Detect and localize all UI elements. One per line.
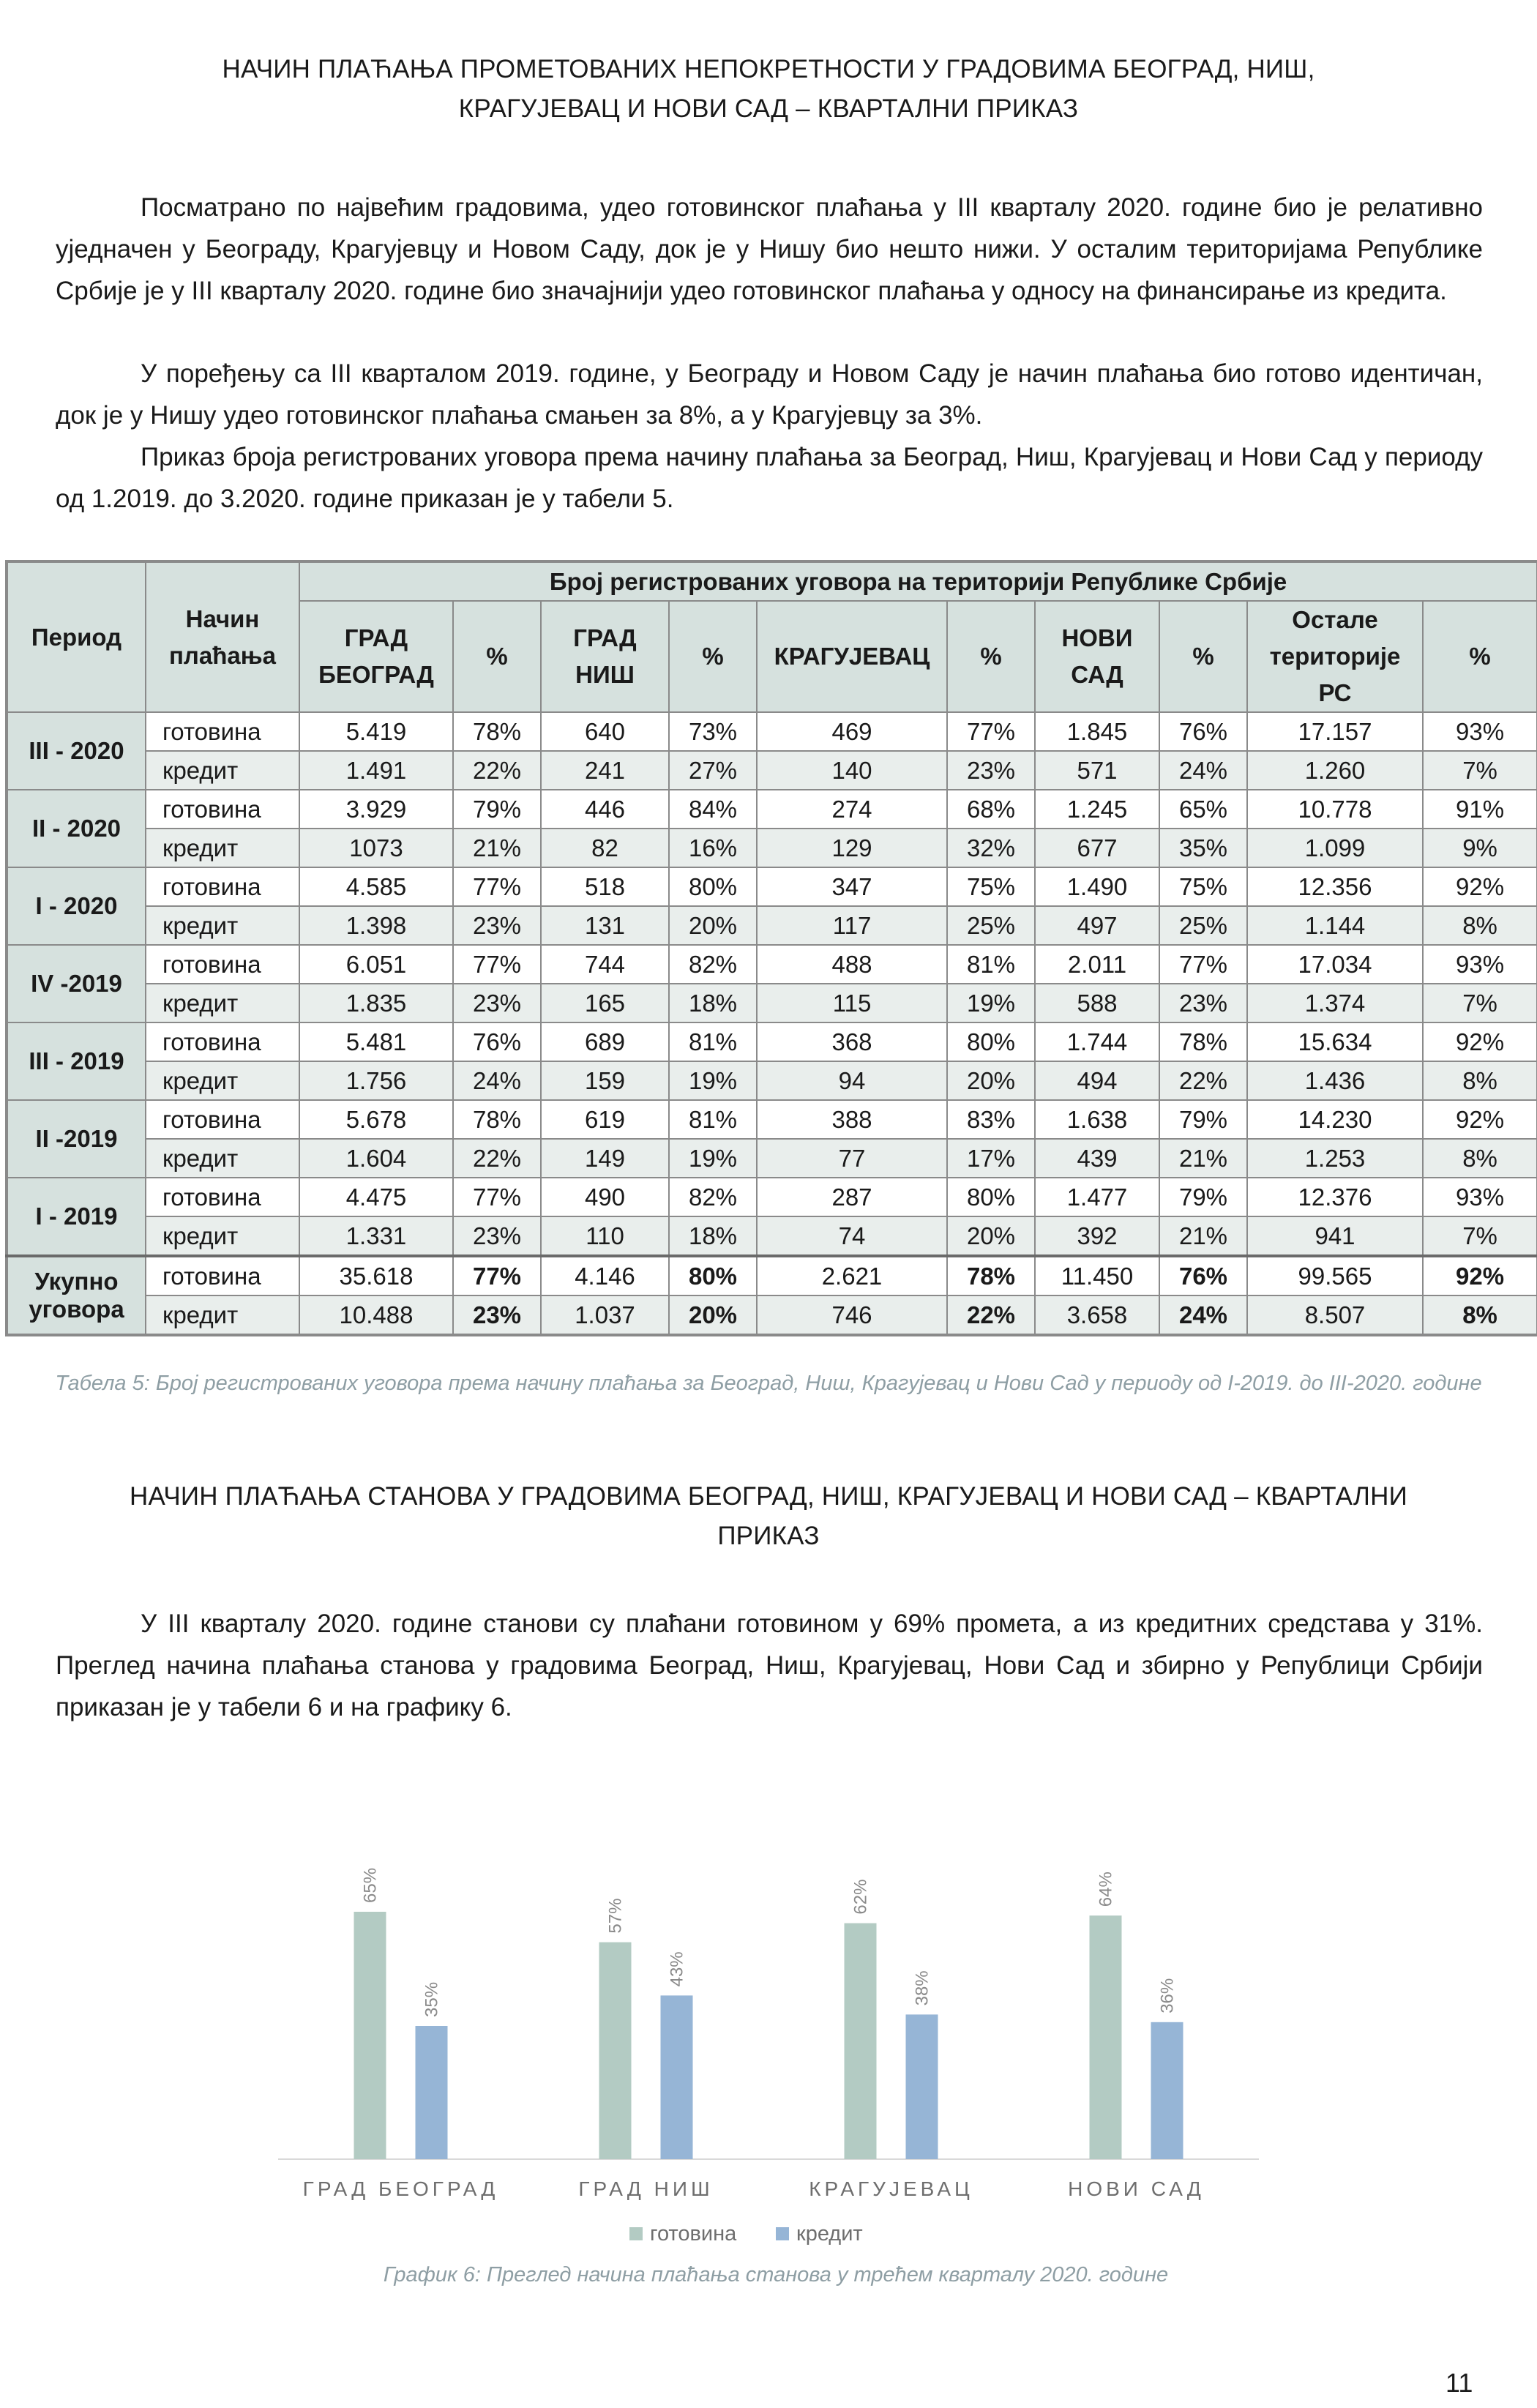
section2-paragraph: У III кварталу 2020. године станови су плаћани готовином у 69% промета, а из кредитних средстава у 31%. Преглед начина плаћања станова у градовима Београд, Ниш, Крагујевац, Нови Сад и збирно у Републици Србији приказан је у табели 6 и на графику 6. [56,1609,1483,1721]
value-cell: 1.144 [1247,906,1423,945]
value-cell: 115 [757,984,947,1022]
payment-chart [278,1757,1259,2254]
value-cell: 16% [669,829,757,867]
value-cell: 77% [947,712,1035,751]
section1-title-line2: КРАГУЈЕВАЦ И НОВИ САД – КВАРТАЛНИ ПРИКАЗ [458,94,1079,123]
value-cell: 77% [453,945,541,984]
value-cell: 77% [453,867,541,906]
value-cell: 1.331 [299,1216,453,1256]
value-cell: 24% [1159,751,1247,790]
table-row [7,945,1537,984]
value-cell: 15.634 [1247,1022,1423,1061]
section2-title-line1: НАЧИН ПЛАЋАЊА СТАНОВА У ГРАДОВИМА БЕОГРАД, НИШ, КРАГУЈЕВАЦ И НОВИ САД – КВАРТАЛНИ [130,1482,1407,1511]
column-header: % [1159,601,1247,712]
value-cell: 392 [1035,1216,1159,1256]
value-cell: 91% [1423,790,1537,829]
table-body [7,712,1537,1335]
method-cell: готовина [146,867,299,906]
value-cell: 92% [1423,1256,1537,1295]
value-cell: 21% [453,829,541,867]
chart-caption: График 6: Преглед начина плаћања станова у трећем кварталу 2020. године [383,2263,1169,2287]
value-cell: 131 [541,906,669,945]
column-header: % [1423,601,1537,712]
value-cell: 117 [757,906,947,945]
value-cell: 388 [757,1100,947,1139]
value-cell: 22% [453,751,541,790]
value-cell: 12.376 [1247,1178,1423,1216]
value-cell: 22% [453,1139,541,1178]
method-cell: кредит [146,1216,299,1256]
value-cell: 746 [757,1295,947,1335]
period-cell: II - 2020 [7,790,146,867]
legend-swatch-кредит [776,2227,789,2240]
value-cell: 497 [1035,906,1159,945]
value-cell: 80% [947,1022,1035,1061]
method-cell: кредит [146,984,299,1022]
page-number: 11 [1446,2368,1473,2398]
method-cell: готовина [146,1178,299,1216]
period-cell: Укупно уговора [7,1256,146,1335]
value-cell: 5.481 [299,1022,453,1061]
value-cell: 677 [1035,829,1159,867]
value-cell: 93% [1423,1178,1537,1216]
value-cell: 17.034 [1247,945,1423,984]
value-cell: 1.398 [299,906,453,945]
value-cell: 11.450 [1035,1256,1159,1295]
table-row [7,1100,1537,1139]
value-cell: 82% [669,1178,757,1216]
value-cell: 20% [669,906,757,945]
category-label: НОВИ САД [1068,2177,1205,2200]
column-header: ГРАД БЕОГРАД [299,601,453,712]
value-cell: 80% [669,867,757,906]
value-cell: 20% [669,1295,757,1335]
table-row [7,1022,1537,1061]
value-cell: 77 [757,1139,947,1178]
value-cell: 129 [757,829,947,867]
value-cell: 76% [1159,1256,1247,1295]
method-cell: готовина [146,712,299,751]
section1-paragraph-3: Приказ броја регистрованих уговора према начину плаћања за Београд, Ниш, Крагујевац и Нови Сад у периоду од 1.2019. до 3.2020. године приказан је у табели 5. [56,443,1483,513]
value-cell: 1.436 [1247,1061,1423,1100]
value-cell: 1.491 [299,751,453,790]
value-cell: 18% [669,984,757,1022]
value-cell: 81% [947,945,1035,984]
section1-paragraph-1: Посматрано по највећим градовима, удео готовинског плаћања у III кварталу 2020. године био је релативно уједначен у Београду, Крагујевцу и Новом Саду, док је у Нишу био нешто нижи. У осталим територијама Републике Србије је у III кварталу 2020. године био значајнији удео готовинског плаћања у односу на финансирање из кредита. [56,193,1483,305]
value-cell: 1.374 [1247,984,1423,1022]
value-cell: 19% [947,984,1035,1022]
value-cell: 82 [541,829,669,867]
method-cell: кредит [146,1139,299,1178]
value-cell: 619 [541,1100,669,1139]
bar-кредит [906,2014,938,2159]
value-cell: 17.157 [1247,712,1423,751]
table-row [7,906,1537,945]
value-cell: 8% [1423,1061,1537,1100]
method-cell: готовина [146,1022,299,1061]
bar-готовина [354,1912,386,2159]
value-cell: 347 [757,867,947,906]
table-row [7,867,1537,906]
period-cell: III - 2019 [7,1022,146,1100]
table-row [7,1139,1537,1178]
bar-data-label: 65% [360,1867,381,1903]
value-cell: 24% [1159,1295,1247,1335]
value-cell: 159 [541,1061,669,1100]
value-cell: 494 [1035,1061,1159,1100]
value-cell: 76% [1159,712,1247,751]
value-cell: 25% [947,906,1035,945]
period-cell: III - 2020 [7,712,146,790]
value-cell: 1.260 [1247,751,1423,790]
value-cell: 77% [453,1178,541,1216]
bar-data-label: 57% [605,1898,626,1934]
column-header: НОВИ САД [1035,601,1159,712]
value-cell: 7% [1423,751,1537,790]
value-cell: 5.419 [299,712,453,751]
value-cell: 1.638 [1035,1100,1159,1139]
header-group: Број регистрованих уговора на територији Републике Србије [299,561,1537,601]
value-cell: 92% [1423,1022,1537,1061]
value-cell: 8% [1423,1295,1537,1335]
value-cell: 140 [757,751,947,790]
value-cell: 99.565 [1247,1256,1423,1295]
value-cell: 8.507 [1247,1295,1423,1335]
value-cell: 27% [669,751,757,790]
bar-data-label: 43% [667,1951,687,1987]
column-header: ГРАД НИШ [541,601,669,712]
value-cell: 21% [1159,1139,1247,1178]
table-row [7,829,1537,867]
value-cell: 274 [757,790,947,829]
table-row [7,1061,1537,1100]
value-cell: 24% [453,1061,541,1100]
payment-table [5,560,1537,1336]
bar-кредит [661,1995,693,2159]
bar-кредит [416,2026,448,2159]
value-cell: 19% [669,1139,757,1178]
value-cell: 2.621 [757,1256,947,1295]
value-cell: 1073 [299,829,453,867]
column-header: % [669,601,757,712]
value-cell: 74 [757,1216,947,1256]
value-cell: 149 [541,1139,669,1178]
value-cell: 241 [541,751,669,790]
value-cell: 77% [453,1256,541,1295]
column-header: КРАГУЈЕВАЦ [757,601,947,712]
value-cell: 92% [1423,867,1537,906]
value-cell: 18% [669,1216,757,1256]
value-cell: 7% [1423,1216,1537,1256]
value-cell: 1.756 [299,1061,453,1100]
value-cell: 6.051 [299,945,453,984]
value-cell: 941 [1247,1216,1423,1256]
method-cell: кредит [146,751,299,790]
value-cell: 10.778 [1247,790,1423,829]
value-cell: 78% [1159,1022,1247,1061]
value-cell: 22% [947,1295,1035,1335]
table-row [7,1216,1537,1256]
value-cell: 81% [669,1100,757,1139]
value-cell: 3.929 [299,790,453,829]
table-row [7,984,1537,1022]
value-cell: 78% [453,1100,541,1139]
value-cell: 21% [1159,1216,1247,1256]
column-header: % [453,601,541,712]
value-cell: 78% [453,712,541,751]
value-cell: 23% [947,751,1035,790]
value-cell: 1.245 [1035,790,1159,829]
bar-data-label: 62% [850,1879,871,1915]
value-cell: 23% [453,984,541,1022]
bar-готовина [1090,1915,1122,2159]
value-cell: 23% [453,1295,541,1335]
category-label: ГРАД НИШ [578,2177,714,2200]
bar-готовина [845,1923,877,2159]
value-cell: 439 [1035,1139,1159,1178]
value-cell: 73% [669,712,757,751]
value-cell: 20% [947,1216,1035,1256]
value-cell: 35% [1159,829,1247,867]
header-method: Начин плаћања [146,561,299,712]
value-cell: 4.146 [541,1256,669,1295]
value-cell: 12.356 [1247,867,1423,906]
value-cell: 2.011 [1035,945,1159,984]
payment-table-wrap [5,560,1536,1336]
value-cell: 94 [757,1061,947,1100]
method-cell: готовина [146,945,299,984]
header-period: Период [7,561,146,712]
value-cell: 744 [541,945,669,984]
value-cell: 80% [669,1256,757,1295]
value-cell: 3.658 [1035,1295,1159,1335]
period-cell: II -2019 [7,1100,146,1178]
table-row [7,1256,1537,1295]
method-cell: кредит [146,1295,299,1335]
value-cell: 1.099 [1247,829,1423,867]
method-cell: готовина [146,1100,299,1139]
method-cell: готовина [146,790,299,829]
value-cell: 79% [1159,1178,1247,1216]
method-cell: кредит [146,829,299,867]
value-cell: 23% [1159,984,1247,1022]
value-cell: 588 [1035,984,1159,1022]
value-cell: 1.845 [1035,712,1159,751]
section1-title [66,50,1471,129]
section2-title [66,1477,1471,1556]
value-cell: 490 [541,1178,669,1216]
value-cell: 4.475 [299,1178,453,1216]
column-header: % [947,601,1035,712]
value-cell: 35.618 [299,1256,453,1295]
column-header: Остале територије РС [1247,601,1423,712]
value-cell: 1.477 [1035,1178,1159,1216]
value-cell: 19% [669,1061,757,1100]
category-label: КРАГУЈЕВАЦ [809,2177,973,2200]
value-cell: 76% [453,1022,541,1061]
value-cell: 9% [1423,829,1537,867]
value-cell: 571 [1035,751,1159,790]
value-cell: 1.744 [1035,1022,1159,1061]
value-cell: 1.490 [1035,867,1159,906]
bar-data-label: 35% [422,1981,442,2017]
value-cell: 17% [947,1139,1035,1178]
bar-готовина [599,1943,632,2159]
value-cell: 92% [1423,1100,1537,1139]
value-cell: 80% [947,1178,1035,1216]
period-cell: I - 2020 [7,867,146,945]
value-cell: 82% [669,945,757,984]
value-cell: 4.585 [299,867,453,906]
legend-label-кредит: кредит [796,2222,863,2246]
value-cell: 7% [1423,984,1537,1022]
value-cell: 8% [1423,1139,1537,1178]
value-cell: 83% [947,1100,1035,1139]
bar-data-label: 36% [1157,1978,1178,2013]
value-cell: 518 [541,867,669,906]
value-cell: 32% [947,829,1035,867]
value-cell: 1.604 [299,1139,453,1178]
value-cell: 1.253 [1247,1139,1423,1178]
value-cell: 287 [757,1178,947,1216]
value-cell: 75% [947,867,1035,906]
value-cell: 81% [669,1022,757,1061]
value-cell: 20% [947,1061,1035,1100]
table-row [7,1178,1537,1216]
value-cell: 640 [541,712,669,751]
category-label: ГРАД БЕОГРАД [302,2177,499,2200]
method-cell: готовина [146,1256,299,1295]
table-row [7,751,1537,790]
value-cell: 84% [669,790,757,829]
value-cell: 469 [757,712,947,751]
bar-data-label: 64% [1096,1872,1116,1907]
legend-swatch-готовина [629,2227,643,2240]
table-row [7,1295,1537,1335]
section1-paragraph-2: У поређењу са III кварталом 2019. године, у Београду и Новом Саду је начин плаћања био готово идентичан, док је у Нишу удео готовинског плаћања смањен за 8%, а у Крагујевцу за 3%. [56,359,1483,430]
period-cell: IV -2019 [7,945,146,1022]
value-cell: 110 [541,1216,669,1256]
value-cell: 68% [947,790,1035,829]
method-cell: кредит [146,1061,299,1100]
value-cell: 93% [1423,712,1537,751]
table-row [7,712,1537,751]
value-cell: 93% [1423,945,1537,984]
value-cell: 77% [1159,945,1247,984]
value-cell: 78% [947,1256,1035,1295]
value-cell: 23% [453,906,541,945]
method-cell: кредит [146,906,299,945]
value-cell: 79% [453,790,541,829]
section1-title-line1: НАЧИН ПЛАЋАЊА ПРОМЕТОВАНИХ НЕПОКРЕТНОСТИ У ГРАДОВИМА БЕОГРАД, НИШ, [222,55,1315,83]
bar-кредит [1151,2022,1183,2159]
bar-data-label: 38% [912,1970,932,2006]
value-cell: 1.835 [299,984,453,1022]
value-cell: 165 [541,984,669,1022]
value-cell: 14.230 [1247,1100,1423,1139]
value-cell: 22% [1159,1061,1247,1100]
value-cell: 10.488 [299,1295,453,1335]
section2-title-line2: ПРИКАЗ [717,1522,820,1550]
value-cell: 25% [1159,906,1247,945]
value-cell: 8% [1423,906,1537,945]
value-cell: 368 [757,1022,947,1061]
value-cell: 446 [541,790,669,829]
value-cell: 488 [757,945,947,984]
value-cell: 65% [1159,790,1247,829]
legend-label-готовина: готовина [650,2222,737,2246]
value-cell: 689 [541,1022,669,1061]
value-cell: 5.678 [299,1100,453,1139]
period-cell: I - 2019 [7,1178,146,1256]
value-cell: 79% [1159,1100,1247,1139]
table-caption: Табела 5: Број регистрованих уговора према начину плаћања за Београд, Ниш, Крагујевац и Нови Сад у периоду од I-2019. до III-2020. године [55,1372,1482,1395]
value-cell: 1.037 [541,1295,669,1335]
value-cell: 23% [453,1216,541,1256]
value-cell: 75% [1159,867,1247,906]
table-row [7,790,1537,829]
